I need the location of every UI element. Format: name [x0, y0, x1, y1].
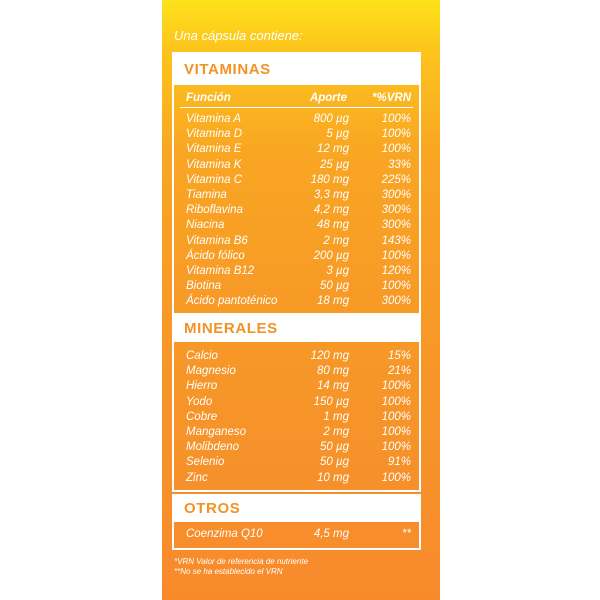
nutrient-name: Vitamina C [186, 173, 243, 186]
nutrient-name: Vitamina K [186, 158, 242, 171]
nutrient-name: Vitamina D [186, 128, 243, 141]
otros-rows [174, 527, 419, 542]
nutrient-vrn: 91% [387, 456, 411, 469]
nutrient-name: Vitamina A [186, 113, 241, 125]
nutrient-name: Vitamina E [186, 143, 242, 156]
table-row [174, 234, 419, 249]
nutrient-vrn: 100% [381, 128, 411, 141]
table-row [174, 471, 419, 486]
otros-table [172, 494, 421, 550]
table-row [174, 440, 419, 455]
nutrient-vrn: 143% [381, 234, 411, 247]
table-row [174, 410, 419, 425]
table-row [174, 142, 419, 157]
table-header-row [174, 89, 419, 107]
nutrient-amount: 2 mg [323, 425, 349, 438]
nutrient-name: Niacina [186, 219, 225, 232]
header-vrn: *%VRN [372, 92, 411, 104]
footnote-vrn: *VRN Valor de referencia de nutriente [174, 557, 308, 566]
nutrient-vrn: 100% [381, 113, 411, 125]
table-row [174, 527, 419, 542]
nutrient-vrn: 33% [387, 158, 411, 171]
nutrient-vrn: 225% [381, 173, 411, 186]
nutrient-amount: 18 mg [317, 295, 349, 308]
table-row [174, 203, 419, 218]
nutrient-amount: 2 mg [323, 234, 349, 247]
minerales-title: MINERALES [174, 315, 419, 342]
nutrient-vrn: 100% [381, 395, 411, 408]
nutrient-vrn: 300% [381, 188, 411, 201]
nutrient-vrn: 100% [381, 249, 411, 262]
nutrient-vrn: 100% [381, 471, 411, 484]
table-row [174, 264, 419, 279]
table-row [174, 158, 419, 173]
nutrient-vrn: 100% [381, 280, 411, 293]
nutrient-amount: 25 µg [319, 158, 349, 171]
nutrient-amount: 4,2 mg [313, 204, 349, 217]
nutrient-amount: 48 mg [317, 219, 349, 232]
nutrient-amount: 14 mg [317, 380, 349, 393]
nutrient-amount: 200 µg [313, 249, 349, 262]
nutrient-name: Ácido fólico [186, 249, 245, 262]
table-row [174, 218, 419, 233]
nutrient-name: Hierro [186, 380, 218, 393]
table-row [174, 173, 419, 188]
nutrient-name: Manganeso [186, 425, 247, 438]
nutrient-amount: 180 mg [310, 173, 349, 186]
nutrient-vrn: 100% [381, 143, 411, 156]
nutrient-amount: 50 µg [319, 280, 349, 293]
nutrient-amount: 50 µg [319, 441, 349, 454]
nutrient-amount: 150 µg [313, 395, 349, 408]
otros-title: OTROS [174, 496, 419, 522]
table-row [174, 425, 419, 440]
nutrient-name: Coenzima Q10 [186, 528, 263, 540]
table-row [174, 112, 419, 127]
nutrient-amount: 50 µg [319, 456, 349, 469]
nutrient-amount: 10 mg [317, 471, 349, 484]
nutrient-vrn: 120% [381, 264, 411, 277]
header-funcion: Función [186, 92, 231, 104]
nutrient-name: Magnesio [186, 365, 236, 378]
nutrient-amount: 12 mg [317, 143, 349, 156]
vitaminas-rows [174, 112, 419, 309]
nutrient-vrn: 21% [387, 365, 411, 378]
nutrient-vrn: 300% [381, 295, 411, 308]
nutrient-name: Riboflavina [186, 204, 243, 217]
nutrient-name: Calcio [186, 350, 218, 362]
nutrient-vrn: 100% [381, 441, 411, 454]
nutrient-amount: 120 mg [310, 350, 349, 362]
intro-text: Una cápsula contiene: [174, 28, 303, 43]
nutrient-name: Biotina [186, 280, 222, 293]
table-row [174, 349, 419, 364]
table-row [174, 364, 419, 379]
nutrient-name: Molibdeno [186, 441, 240, 454]
table-row [174, 294, 419, 309]
nutrient-name: Tiamina [186, 188, 227, 201]
nutrient-name: Yodo [186, 395, 213, 408]
vitaminas-table [172, 52, 421, 316]
nutrient-amount: 80 mg [317, 365, 349, 378]
nutrient-amount: 800 µg [313, 113, 349, 125]
nutrient-name: Vitamina B12 [186, 264, 255, 277]
nutrient-amount: 1 mg [323, 410, 349, 423]
table-row [174, 379, 419, 394]
nutrient-name: Zinc [186, 471, 208, 484]
nutrient-vrn: 100% [381, 380, 411, 393]
header-aporte: Aporte [309, 92, 347, 104]
nutrient-vrn: 100% [381, 410, 411, 423]
nutrient-name: Vitamina B6 [186, 234, 248, 247]
nutrient-vrn: ** [402, 528, 411, 540]
nutrient-vrn: 15% [387, 350, 411, 362]
header-divider [180, 107, 413, 108]
nutrient-amount: 4,5 mg [313, 528, 349, 540]
nutrient-vrn: 300% [381, 204, 411, 217]
nutrient-amount: 3 µg [326, 264, 349, 277]
table-row [174, 455, 419, 470]
nutrient-vrn: 100% [381, 425, 411, 438]
table-row [174, 127, 419, 142]
nutrient-name: Cobre [186, 410, 218, 423]
table-row [174, 188, 419, 203]
vitaminas-title: VITAMINAS [174, 54, 419, 85]
nutrient-amount: 5 µg [326, 128, 349, 141]
table-row [174, 249, 419, 264]
minerales-rows [174, 349, 419, 486]
nutrient-vrn: 300% [381, 219, 411, 232]
nutrient-name: Ácido pantoténico [186, 295, 278, 308]
table-row [174, 279, 419, 294]
nutrient-amount: 3,3 mg [313, 188, 349, 201]
footnote-no-vrn: **No se ha establecido el VRN [174, 567, 283, 576]
table-row [174, 395, 419, 410]
nutrient-name: Selenio [186, 456, 225, 469]
minerales-table [172, 313, 421, 492]
